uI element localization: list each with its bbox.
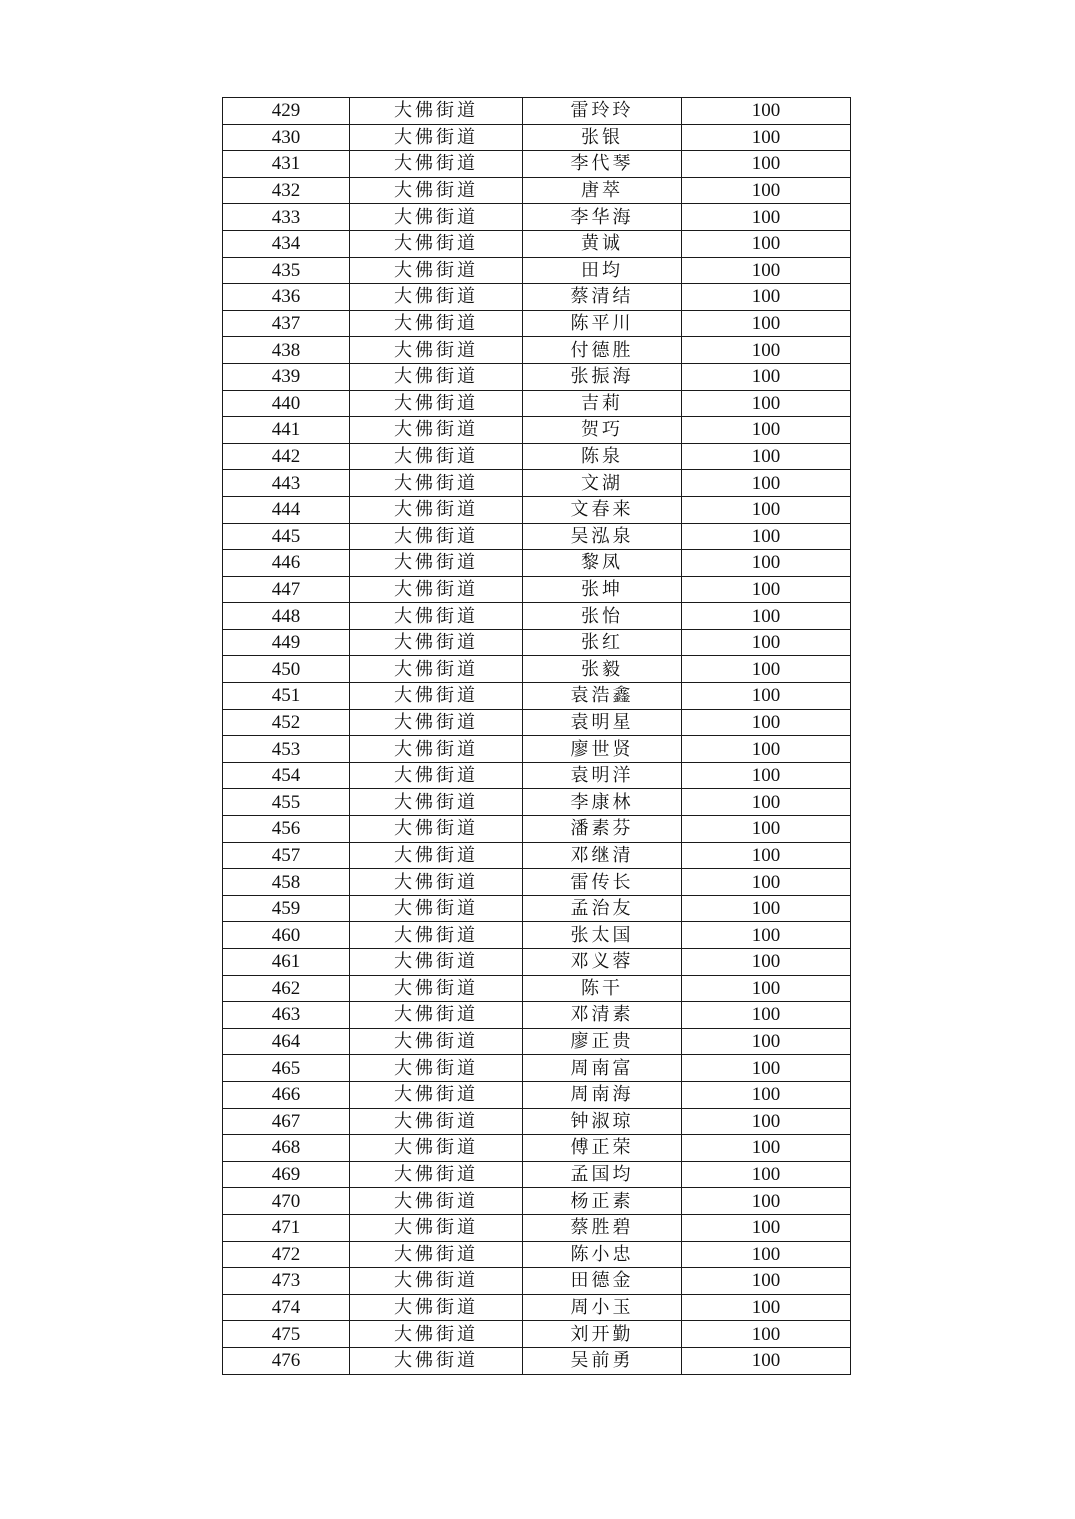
person-name-cell: 张怡 xyxy=(523,603,682,630)
table-row xyxy=(223,1188,851,1215)
amount-cell: 100 xyxy=(682,443,851,470)
amount-cell: 100 xyxy=(682,1241,851,1268)
amount-cell: 100 xyxy=(682,842,851,869)
amount-cell: 100 xyxy=(682,1347,851,1374)
amount-cell: 100 xyxy=(682,204,851,231)
amount-cell: 100 xyxy=(682,1268,851,1295)
person-name-cell: 周南富 xyxy=(523,1055,682,1082)
amount-cell: 100 xyxy=(682,1028,851,1055)
person-name-cell: 吉莉 xyxy=(523,390,682,417)
amount-cell: 100 xyxy=(682,1214,851,1241)
row-number-cell: 440 xyxy=(223,390,350,417)
amount-cell: 100 xyxy=(682,816,851,843)
district-cell: 大佛街道 xyxy=(350,390,523,417)
district-cell: 大佛街道 xyxy=(350,443,523,470)
row-number-cell: 466 xyxy=(223,1081,350,1108)
row-number-cell: 447 xyxy=(223,576,350,603)
district-cell: 大佛街道 xyxy=(350,1241,523,1268)
person-name-cell: 孟国均 xyxy=(523,1161,682,1188)
district-cell: 大佛街道 xyxy=(350,656,523,683)
table-row xyxy=(223,443,851,470)
amount-cell: 100 xyxy=(682,1321,851,1348)
table-row xyxy=(223,709,851,736)
person-name-cell: 陈泉 xyxy=(523,443,682,470)
person-name-cell: 钟淑琼 xyxy=(523,1108,682,1135)
amount-cell: 100 xyxy=(682,98,851,125)
amount-cell: 100 xyxy=(682,922,851,949)
row-number-cell: 474 xyxy=(223,1294,350,1321)
row-number-cell: 443 xyxy=(223,470,350,497)
table-row xyxy=(223,789,851,816)
district-cell: 大佛街道 xyxy=(350,177,523,204)
person-name-cell: 廖世贤 xyxy=(523,736,682,763)
amount-cell: 100 xyxy=(682,124,851,151)
person-name-cell: 张坤 xyxy=(523,576,682,603)
district-cell: 大佛街道 xyxy=(350,736,523,763)
row-number-cell: 441 xyxy=(223,417,350,444)
district-cell: 大佛街道 xyxy=(350,284,523,311)
district-cell: 大佛街道 xyxy=(350,629,523,656)
amount-cell: 100 xyxy=(682,895,851,922)
district-cell: 大佛街道 xyxy=(350,1028,523,1055)
amount-cell: 100 xyxy=(682,603,851,630)
person-name-cell: 张振海 xyxy=(523,363,682,390)
person-name-cell: 蔡清结 xyxy=(523,284,682,311)
district-cell: 大佛街道 xyxy=(350,204,523,231)
table-row xyxy=(223,470,851,497)
person-name-cell: 廖正贵 xyxy=(523,1028,682,1055)
amount-cell: 100 xyxy=(682,789,851,816)
district-cell: 大佛街道 xyxy=(350,470,523,497)
row-number-cell: 457 xyxy=(223,842,350,869)
amount-cell: 100 xyxy=(682,656,851,683)
table-row xyxy=(223,284,851,311)
amount-cell: 100 xyxy=(682,683,851,710)
district-cell: 大佛街道 xyxy=(350,1321,523,1348)
row-number-cell: 458 xyxy=(223,869,350,896)
table-row xyxy=(223,1028,851,1055)
person-name-cell: 杨正素 xyxy=(523,1188,682,1215)
table-row xyxy=(223,922,851,949)
person-name-cell: 吴泓泉 xyxy=(523,523,682,550)
person-name-cell: 孟治友 xyxy=(523,895,682,922)
table-row xyxy=(223,496,851,523)
district-cell: 大佛街道 xyxy=(350,550,523,577)
table-row xyxy=(223,1055,851,1082)
district-cell: 大佛街道 xyxy=(350,230,523,257)
amount-cell: 100 xyxy=(682,470,851,497)
district-cell: 大佛街道 xyxy=(350,1002,523,1029)
district-cell: 大佛街道 xyxy=(350,895,523,922)
row-number-cell: 433 xyxy=(223,204,350,231)
district-cell: 大佛街道 xyxy=(350,1347,523,1374)
district-cell: 大佛街道 xyxy=(350,1268,523,1295)
table-row xyxy=(223,842,851,869)
person-name-cell: 田德金 xyxy=(523,1268,682,1295)
district-cell: 大佛街道 xyxy=(350,363,523,390)
table-row xyxy=(223,1002,851,1029)
district-cell: 大佛街道 xyxy=(350,683,523,710)
person-name-cell: 李康林 xyxy=(523,789,682,816)
amount-cell: 100 xyxy=(682,736,851,763)
district-cell: 大佛街道 xyxy=(350,151,523,178)
person-name-cell: 袁明洋 xyxy=(523,762,682,789)
row-number-cell: 459 xyxy=(223,895,350,922)
row-number-cell: 434 xyxy=(223,230,350,257)
district-cell: 大佛街道 xyxy=(350,1108,523,1135)
district-cell: 大佛街道 xyxy=(350,1055,523,1082)
person-name-cell: 黄诚 xyxy=(523,230,682,257)
row-number-cell: 469 xyxy=(223,1161,350,1188)
table-row xyxy=(223,1321,851,1348)
person-name-cell: 邓义蓉 xyxy=(523,949,682,976)
table-row xyxy=(223,1241,851,1268)
row-number-cell: 439 xyxy=(223,363,350,390)
table-row xyxy=(223,124,851,151)
person-name-cell: 贺巧 xyxy=(523,417,682,444)
person-name-cell: 袁明星 xyxy=(523,709,682,736)
district-cell: 大佛街道 xyxy=(350,842,523,869)
row-number-cell: 446 xyxy=(223,550,350,577)
row-number-cell: 468 xyxy=(223,1135,350,1162)
table-row xyxy=(223,975,851,1002)
table-row xyxy=(223,1161,851,1188)
table-row xyxy=(223,603,851,630)
amount-cell: 100 xyxy=(682,949,851,976)
table-row xyxy=(223,683,851,710)
row-number-cell: 431 xyxy=(223,151,350,178)
row-number-cell: 430 xyxy=(223,124,350,151)
amount-cell: 100 xyxy=(682,550,851,577)
amount-cell: 100 xyxy=(682,417,851,444)
person-name-cell: 李代琴 xyxy=(523,151,682,178)
row-number-cell: 438 xyxy=(223,337,350,364)
row-number-cell: 462 xyxy=(223,975,350,1002)
district-cell: 大佛街道 xyxy=(350,576,523,603)
district-cell: 大佛街道 xyxy=(350,1135,523,1162)
table-row xyxy=(223,1081,851,1108)
person-name-cell: 张红 xyxy=(523,629,682,656)
table-row xyxy=(223,310,851,337)
table-row xyxy=(223,736,851,763)
amount-cell: 100 xyxy=(682,1135,851,1162)
row-number-cell: 429 xyxy=(223,98,350,125)
table-row xyxy=(223,1108,851,1135)
row-number-cell: 444 xyxy=(223,496,350,523)
person-name-cell: 陈平川 xyxy=(523,310,682,337)
table-row xyxy=(223,177,851,204)
person-name-cell: 黎凤 xyxy=(523,550,682,577)
person-name-cell: 邓继清 xyxy=(523,842,682,869)
district-cell: 大佛街道 xyxy=(350,1161,523,1188)
amount-cell: 100 xyxy=(682,709,851,736)
row-number-cell: 436 xyxy=(223,284,350,311)
row-number-cell: 435 xyxy=(223,257,350,284)
row-number-cell: 467 xyxy=(223,1108,350,1135)
amount-cell: 100 xyxy=(682,523,851,550)
table-row xyxy=(223,390,851,417)
amount-cell: 100 xyxy=(682,310,851,337)
row-number-cell: 476 xyxy=(223,1347,350,1374)
amount-cell: 100 xyxy=(682,390,851,417)
district-cell: 大佛街道 xyxy=(350,603,523,630)
person-name-cell: 邓清素 xyxy=(523,1002,682,1029)
row-number-cell: 437 xyxy=(223,310,350,337)
district-cell: 大佛街道 xyxy=(350,1294,523,1321)
table-row xyxy=(223,1268,851,1295)
district-cell: 大佛街道 xyxy=(350,496,523,523)
person-name-cell: 文湖 xyxy=(523,470,682,497)
amount-cell: 100 xyxy=(682,496,851,523)
table-row xyxy=(223,869,851,896)
person-name-cell: 张银 xyxy=(523,124,682,151)
row-number-cell: 449 xyxy=(223,629,350,656)
district-cell: 大佛街道 xyxy=(350,1214,523,1241)
person-name-cell: 袁浩鑫 xyxy=(523,683,682,710)
person-name-cell: 田均 xyxy=(523,257,682,284)
table-row xyxy=(223,895,851,922)
person-name-cell: 陈小忠 xyxy=(523,1241,682,1268)
row-number-cell: 450 xyxy=(223,656,350,683)
person-name-cell: 周小玉 xyxy=(523,1294,682,1321)
table-row xyxy=(223,98,851,125)
district-cell: 大佛街道 xyxy=(350,709,523,736)
person-name-cell: 张太国 xyxy=(523,922,682,949)
row-number-cell: 445 xyxy=(223,523,350,550)
table-row xyxy=(223,151,851,178)
person-name-cell: 李华海 xyxy=(523,204,682,231)
person-name-cell: 吴前勇 xyxy=(523,1347,682,1374)
person-name-cell: 雷传长 xyxy=(523,869,682,896)
person-name-cell: 唐萃 xyxy=(523,177,682,204)
person-name-cell: 雷玲玲 xyxy=(523,98,682,125)
amount-cell: 100 xyxy=(682,1161,851,1188)
row-number-cell: 456 xyxy=(223,816,350,843)
row-number-cell: 452 xyxy=(223,709,350,736)
district-cell: 大佛街道 xyxy=(350,922,523,949)
row-number-cell: 442 xyxy=(223,443,350,470)
row-number-cell: 472 xyxy=(223,1241,350,1268)
table-row xyxy=(223,629,851,656)
row-number-cell: 448 xyxy=(223,603,350,630)
table-body xyxy=(223,98,851,1375)
district-cell: 大佛街道 xyxy=(350,98,523,125)
amount-cell: 100 xyxy=(682,337,851,364)
table-row xyxy=(223,816,851,843)
table-row xyxy=(223,576,851,603)
district-cell: 大佛街道 xyxy=(350,310,523,337)
table-row xyxy=(223,1294,851,1321)
row-number-cell: 473 xyxy=(223,1268,350,1295)
row-number-cell: 454 xyxy=(223,762,350,789)
person-name-cell: 文春来 xyxy=(523,496,682,523)
table-row xyxy=(223,257,851,284)
person-name-cell: 刘开勤 xyxy=(523,1321,682,1348)
amount-cell: 100 xyxy=(682,284,851,311)
table-row xyxy=(223,1214,851,1241)
row-number-cell: 464 xyxy=(223,1028,350,1055)
table-row xyxy=(223,1135,851,1162)
district-cell: 大佛街道 xyxy=(350,523,523,550)
row-number-cell: 471 xyxy=(223,1214,350,1241)
amount-cell: 100 xyxy=(682,762,851,789)
person-name-cell: 周南海 xyxy=(523,1081,682,1108)
row-number-cell: 470 xyxy=(223,1188,350,1215)
district-cell: 大佛街道 xyxy=(350,762,523,789)
subsidy-list-table xyxy=(222,97,851,1375)
amount-cell: 100 xyxy=(682,1081,851,1108)
table-row xyxy=(223,230,851,257)
table-row xyxy=(223,656,851,683)
amount-cell: 100 xyxy=(682,177,851,204)
row-number-cell: 465 xyxy=(223,1055,350,1082)
district-cell: 大佛街道 xyxy=(350,1081,523,1108)
amount-cell: 100 xyxy=(682,576,851,603)
row-number-cell: 461 xyxy=(223,949,350,976)
row-number-cell: 451 xyxy=(223,683,350,710)
table-row xyxy=(223,204,851,231)
row-number-cell: 475 xyxy=(223,1321,350,1348)
person-name-cell: 傅正荣 xyxy=(523,1135,682,1162)
district-cell: 大佛街道 xyxy=(350,124,523,151)
district-cell: 大佛街道 xyxy=(350,1188,523,1215)
table-row xyxy=(223,949,851,976)
person-name-cell: 陈干 xyxy=(523,975,682,1002)
district-cell: 大佛街道 xyxy=(350,789,523,816)
amount-cell: 100 xyxy=(682,230,851,257)
amount-cell: 100 xyxy=(682,975,851,1002)
table-row xyxy=(223,762,851,789)
person-name-cell: 付德胜 xyxy=(523,337,682,364)
district-cell: 大佛街道 xyxy=(350,869,523,896)
district-cell: 大佛街道 xyxy=(350,417,523,444)
amount-cell: 100 xyxy=(682,629,851,656)
district-cell: 大佛街道 xyxy=(350,337,523,364)
row-number-cell: 432 xyxy=(223,177,350,204)
row-number-cell: 453 xyxy=(223,736,350,763)
district-cell: 大佛街道 xyxy=(350,975,523,1002)
row-number-cell: 460 xyxy=(223,922,350,949)
person-name-cell: 张毅 xyxy=(523,656,682,683)
amount-cell: 100 xyxy=(682,869,851,896)
row-number-cell: 455 xyxy=(223,789,350,816)
table-row xyxy=(223,550,851,577)
amount-cell: 100 xyxy=(682,1188,851,1215)
amount-cell: 100 xyxy=(682,1055,851,1082)
person-name-cell: 蔡胜碧 xyxy=(523,1214,682,1241)
district-cell: 大佛街道 xyxy=(350,257,523,284)
table-row xyxy=(223,1347,851,1374)
district-cell: 大佛街道 xyxy=(350,816,523,843)
amount-cell: 100 xyxy=(682,151,851,178)
amount-cell: 100 xyxy=(682,257,851,284)
district-cell: 大佛街道 xyxy=(350,949,523,976)
person-name-cell: 潘素芬 xyxy=(523,816,682,843)
amount-cell: 100 xyxy=(682,363,851,390)
table-row xyxy=(223,523,851,550)
row-number-cell: 463 xyxy=(223,1002,350,1029)
table-row xyxy=(223,337,851,364)
amount-cell: 100 xyxy=(682,1294,851,1321)
table-row xyxy=(223,363,851,390)
table-row xyxy=(223,417,851,444)
amount-cell: 100 xyxy=(682,1108,851,1135)
amount-cell: 100 xyxy=(682,1002,851,1029)
